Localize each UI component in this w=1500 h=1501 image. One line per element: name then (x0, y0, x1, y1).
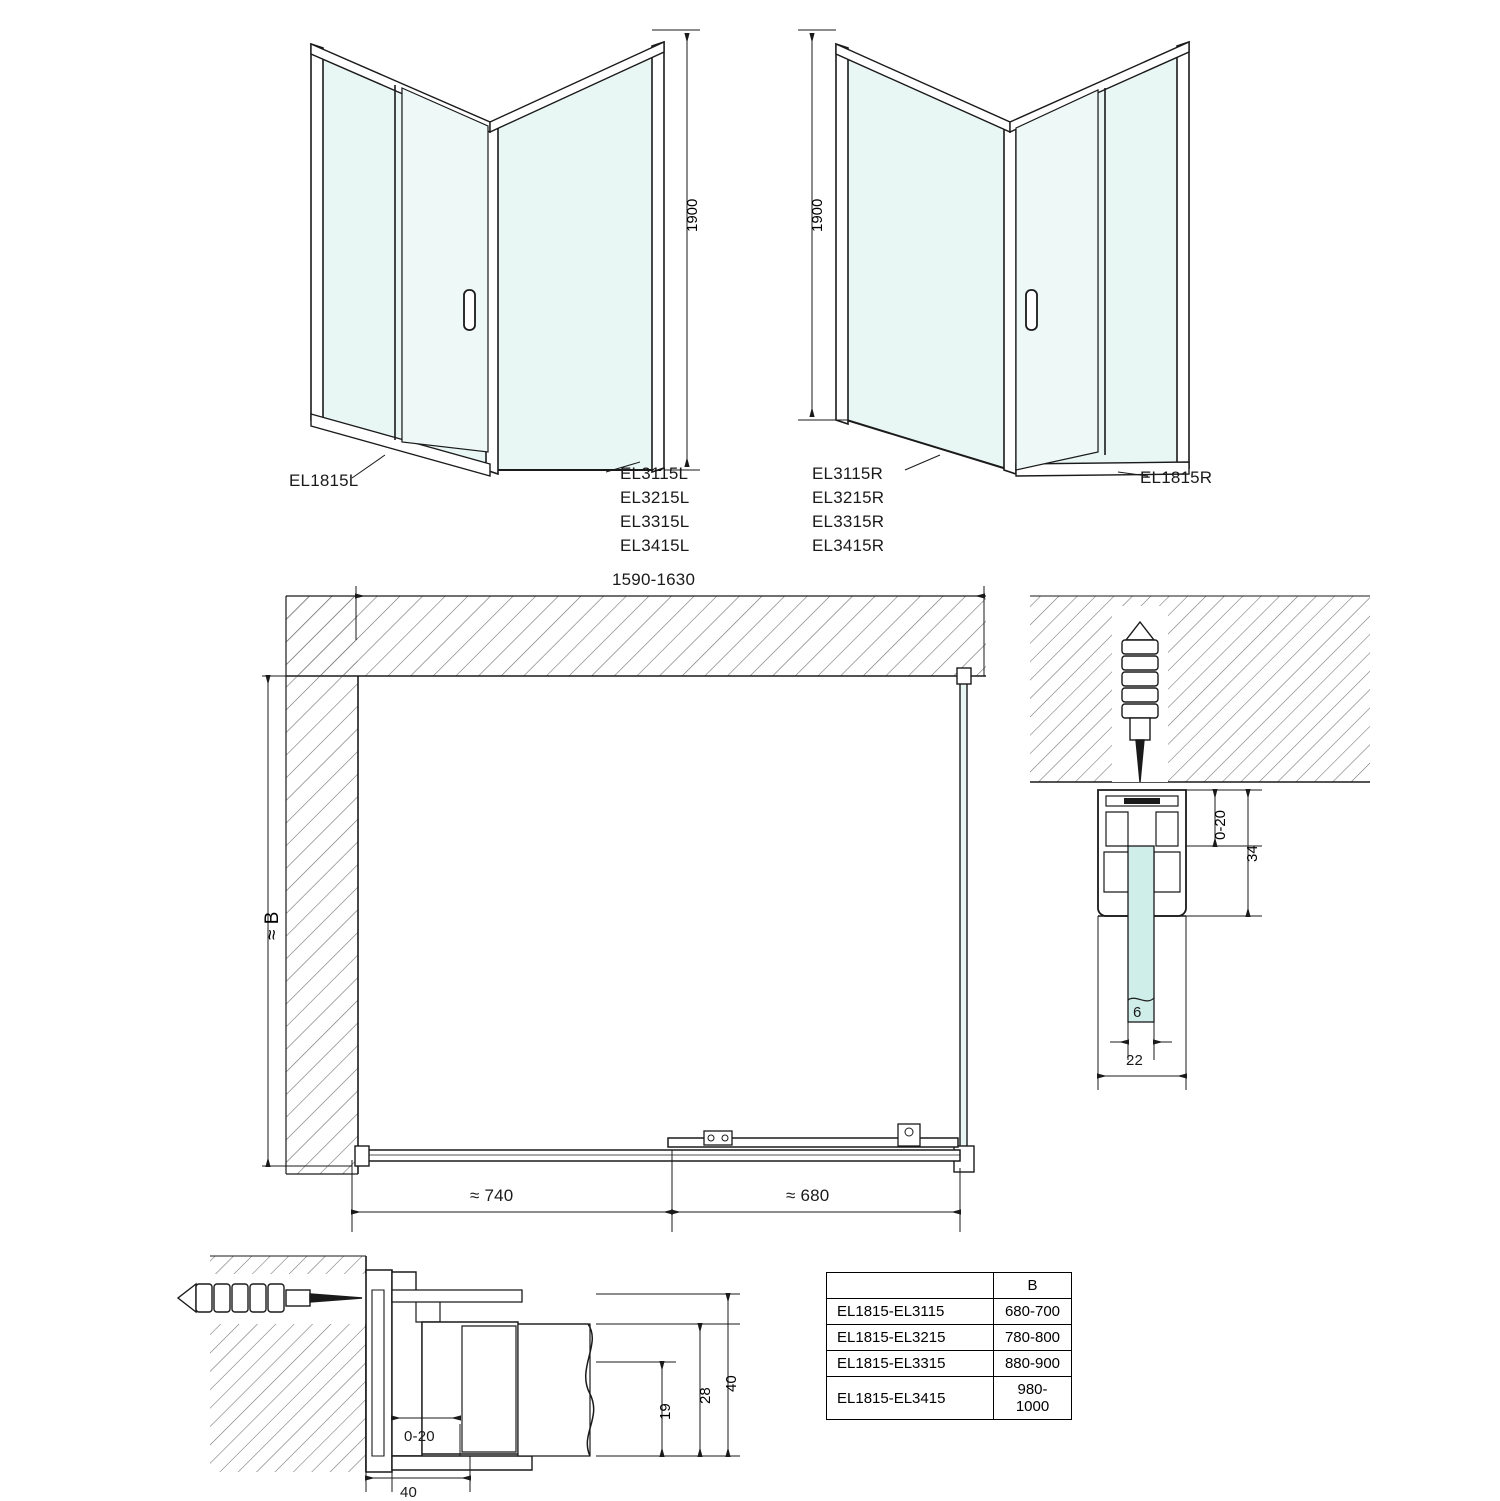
table-row (827, 1299, 1072, 1325)
label-el3315r: EL3315R (812, 512, 885, 531)
table-cell-b: 880-900 (994, 1351, 1072, 1377)
label-el3215l: EL3215L (620, 488, 690, 507)
table-cell-b: 980-1000 (994, 1377, 1072, 1420)
view-right-enclosure (798, 30, 1189, 476)
table-header-blank (827, 1273, 994, 1299)
dim-bottom-total-height: 40 (723, 1375, 740, 1392)
table-row (827, 1377, 1072, 1420)
dim-plan-depth: ≈ B (262, 911, 283, 940)
table-row (827, 1325, 1072, 1351)
label-el3115l: EL3115L (620, 464, 689, 483)
dim-profile-height: 34 (1244, 845, 1261, 862)
label-el3215r: EL3215R (812, 488, 885, 507)
dim-bottom-inner-height: 28 (697, 1387, 714, 1404)
dim-bottom-width: 40 (400, 1484, 418, 1501)
view-left-enclosure (311, 30, 700, 478)
dim-height-right: 1900 (809, 198, 826, 232)
table-cell-name: EL1815-EL3115 (827, 1299, 994, 1325)
detail-bottom-profile (178, 1256, 740, 1492)
dim-profile-width: 22 (1126, 1052, 1144, 1069)
dim-profile-adjust: 0-20 (1212, 809, 1229, 840)
table-cell-name: EL1815-EL3215 (827, 1325, 994, 1351)
dim-plan-width: 1590-1630 (612, 570, 696, 589)
dim-segment-left: ≈ 740 (470, 1186, 514, 1205)
label-el3415r: EL3415R (812, 536, 885, 555)
dim-bottom-small-height: 19 (657, 1403, 674, 1420)
table-row (827, 1351, 1072, 1377)
table-cell-b: 780-800 (994, 1325, 1072, 1351)
label-el3315l: EL3315L (620, 512, 690, 531)
label-el3415l: EL3415L (620, 536, 690, 555)
table-header-row (827, 1273, 1072, 1299)
dimension-table (826, 1272, 1072, 1420)
detail-top-profile (1030, 596, 1370, 1090)
dim-height-left: 1900 (684, 198, 701, 232)
dim-glass-thickness: 6 (1133, 1004, 1142, 1021)
label-el3115r: EL3115R (812, 464, 884, 483)
label-el1815r: EL1815R (1140, 468, 1213, 487)
view-plan (262, 586, 986, 1232)
label-el1815l: EL1815L (289, 471, 359, 490)
dim-bottom-adjust: 0-20 (404, 1428, 435, 1445)
table-header-b: B (994, 1273, 1072, 1299)
table-cell-name: EL1815-EL3415 (827, 1377, 994, 1420)
table-cell-b: 680-700 (994, 1299, 1072, 1325)
dim-segment-right: ≈ 680 (786, 1186, 830, 1205)
table-cell-name: EL1815-EL3315 (827, 1351, 994, 1377)
